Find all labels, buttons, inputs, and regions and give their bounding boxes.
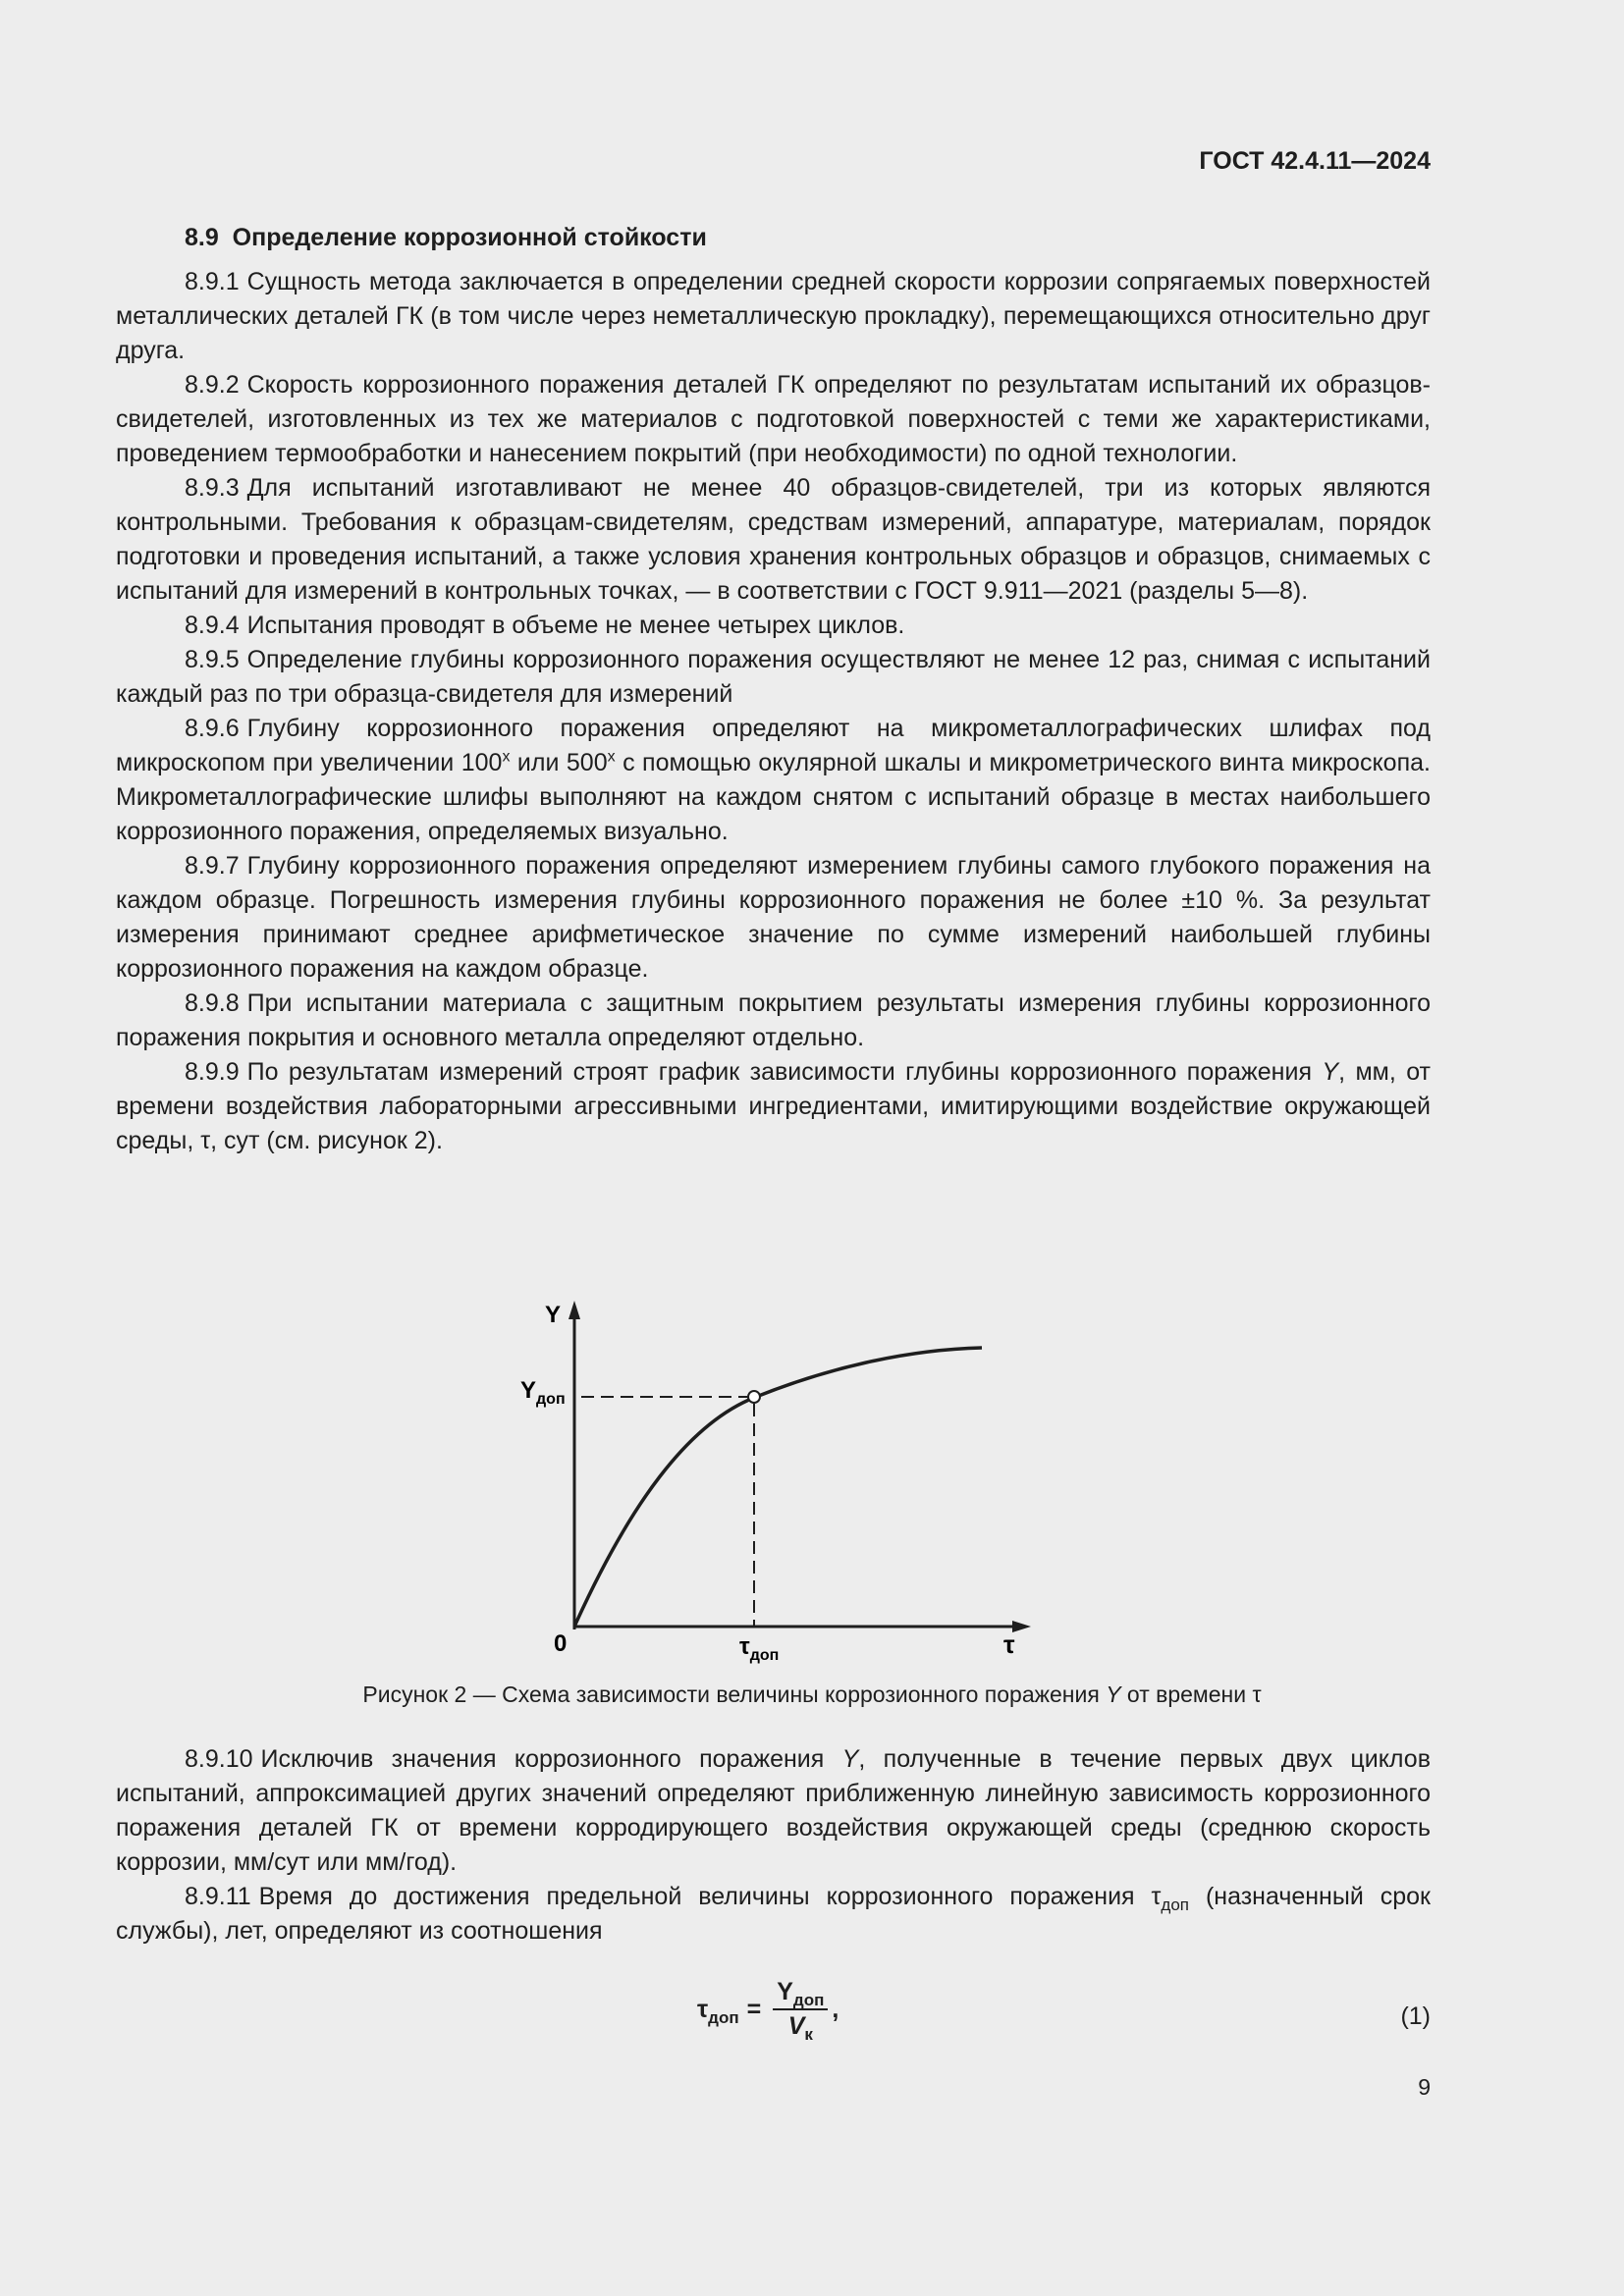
- paragraph-text: Испытания проводят в объеме не менее четырех циклов.: [246, 612, 905, 639]
- caption-text: Рисунок 2 — Схема зависимости величины коррозионного поражения: [362, 1682, 1107, 1707]
- variable-y: Y: [1322, 1058, 1339, 1086]
- x-axis-label: τ: [1003, 1629, 1015, 1659]
- section-title: [185, 224, 707, 252]
- formula-1: [697, 1978, 839, 2044]
- paragraph-text: Сущность метода заключается в определении средней скорости коррозии сопрягаемых поверхностей металлических деталей ГК (в том числе через неметаллическую прокладку), перемещающихся относительно друг друга.: [116, 268, 1431, 364]
- paragraph-text: По результатам измерений строят график зависимости глубины коррозионного поражения: [246, 1058, 1323, 1086]
- variable-y: Y: [841, 1745, 859, 1773]
- page-number: 9: [1418, 2074, 1431, 2100]
- corrosion-curve-diagram: [511, 1296, 1041, 1669]
- tau-limit-label: $\tau_{доп}$: [739, 1633, 780, 1664]
- paragraph-8-9-8: [116, 987, 1431, 1055]
- formula-fraction: [773, 1978, 828, 2044]
- formula-lhs: $\tau_{доп}$: [697, 1995, 739, 2027]
- paragraph-8-9-1: [116, 265, 1431, 368]
- section-number: 8.9: [185, 224, 219, 251]
- paragraph-8-9-11: [116, 1880, 1431, 1949]
- formula-number: (1): [1400, 2002, 1431, 2030]
- paragraph-8-9-5: [116, 643, 1431, 712]
- section-title-text: Определение коррозионной стойкости: [232, 224, 707, 251]
- formula-denominator: $V_к$: [787, 2012, 813, 2044]
- paragraph-number: 8.9.5: [185, 646, 240, 673]
- paragraph-text: , мм, от времени воздействия лабораторными агрессивными ингредиентами, имитирующими воздействие окружающей среды, τ, сут (см. рисунок 2).: [116, 1058, 1431, 1154]
- paragraph-text: Глубину коррозионного поражения определяют на микрометаллографических шлифах под микроскопом при увеличении 100: [116, 715, 1431, 776]
- paragraph-8-9-9: [116, 1055, 1431, 1158]
- paragraph-number: 8.9.10: [185, 1745, 253, 1773]
- body-text-top: [116, 265, 1431, 1158]
- figure-2: [511, 1296, 1041, 1669]
- y-axis-label: Y: [545, 1302, 562, 1328]
- paragraph-text: При испытании материала с защитным покрытием результаты измерения глубины коррозионного поражения покрытия и основного металла определяют отдельно.: [116, 989, 1431, 1051]
- paragraph-8-9-3: [116, 471, 1431, 609]
- paragraph-number: 8.9.11: [185, 1883, 251, 1910]
- limit-point: [748, 1391, 760, 1403]
- superscript: х: [607, 748, 616, 766]
- paragraph-text: (назначенный срок службы), лет, определяют из соотношения: [116, 1883, 1431, 1945]
- paragraph-text: , полученные в течение первых двух циклов испытаний, аппроксимацией других значений определяют приближенную линейную зависимость коррозионного поражения деталей ГК от времени корродирующего воздействия окружающей среды (среднюю скорость коррозии, мм/сут или мм/год).: [116, 1745, 1431, 1876]
- paragraph-text: Глубину коррозионного поражения определяют измерением глубины самого глубокого поражения на каждом образце. Погрешность измерения глубины коррозионного поражения не более ±10 %. За результат измерения принимают среднее арифметическое значение по сумме измерений наибольшей глубины коррозионного поражения на каждом образце.: [116, 852, 1431, 983]
- formula-equals: =: [746, 1995, 762, 2023]
- paragraph-number: 8.9.6: [185, 715, 240, 742]
- paragraph-number: 8.9.9: [185, 1058, 240, 1086]
- paragraph-number: 8.9.2: [185, 371, 240, 399]
- paragraph-number: 8.9.8: [185, 989, 240, 1017]
- paragraph-number: 8.9.4: [185, 612, 240, 639]
- paragraph-8-9-2: [116, 368, 1431, 471]
- paragraph-8-9-7: [116, 849, 1431, 987]
- body-text-bottom: [116, 1742, 1431, 1949]
- paragraph-8-9-10: [116, 1742, 1431, 1880]
- paragraph-text: Скорость коррозионного поражения деталей ГК определяют по результатам испытаний их образцов-свидетелей, изготовленных из тех же материалов с подготовкой поверхностей с теми же характеристиками, проведением термообработки и нанесением покрытий (при необходимости) по одной технологии.: [116, 371, 1431, 467]
- paragraph-text: Определение глубины коррозионного поражения осуществляют не менее 12 раз, снимая с испытаний каждый раз по три образца-свидетеля для измерений: [116, 646, 1431, 708]
- paragraph-number: 8.9.1: [185, 268, 240, 295]
- formula-numerator: $Y_{доп}$: [773, 1978, 828, 2010]
- paragraph-text: Время до достижения предельной величины коррозионного поражения τ: [258, 1883, 1162, 1910]
- paragraph-text: Для испытаний изготавливают не менее 40 образцов-свидетелей, три из которых являются контрольными. Требования к образцам-свидетелям, средствам измерений, аппаратуре, материалам, порядок подготовки и проведения испытаний, а также условия хранения контрольных образцов и образцов, снимаемых с испытаний для измерений в контрольных точках, — в соответствии с ГОСТ 9.911—2021 (разделы 5—8).: [116, 474, 1431, 605]
- corrosion-curve: [574, 1348, 982, 1627]
- origin-label: 0: [554, 1630, 568, 1657]
- superscript: х: [502, 748, 511, 766]
- paragraph-text: или 500: [510, 749, 608, 776]
- paragraph-text: Исключив значения коррозионного поражения: [260, 1745, 842, 1773]
- paragraph-number: 8.9.3: [185, 474, 240, 502]
- paragraph-text: с помощью окулярной шкалы и микрометрического винта микроскопа. Микрометаллографические шлифы выполняют на каждом снятом с испытаний образце в местах наибольшего коррозионного поражения, определяемых визуально.: [116, 749, 1431, 845]
- figure-caption: [0, 1682, 1624, 1708]
- variable-y: Y: [1106, 1682, 1121, 1707]
- x-axis-arrow: [1012, 1621, 1031, 1632]
- y-axis-arrow: [568, 1301, 580, 1319]
- paragraph-8-9-6: [116, 712, 1431, 849]
- paragraph-number: 8.9.7: [185, 852, 240, 880]
- caption-text: от времени τ: [1120, 1682, 1262, 1707]
- subscript: доп: [1161, 1896, 1189, 1914]
- formula-comma: ,: [832, 1995, 839, 2023]
- document-code: ГОСТ 42.4.11—2024: [1199, 147, 1431, 175]
- y-limit-label: $Y_{доп}$: [520, 1377, 566, 1408]
- paragraph-8-9-4: [116, 609, 1431, 643]
